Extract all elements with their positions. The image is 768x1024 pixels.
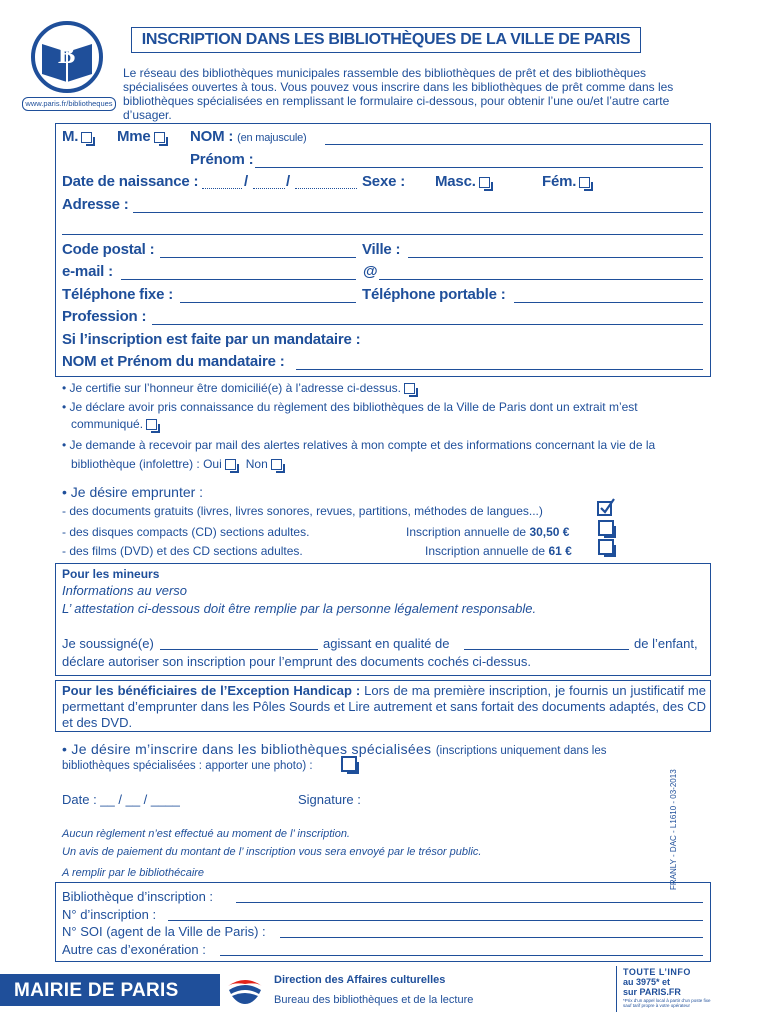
- declaration-infolettre: • Je demande à recevoir par mail des alertes relatives à mon compte et des informations concernant la vie de la: [62, 438, 656, 452]
- birth-year-field[interactable]: [295, 174, 357, 189]
- qualite-label: agissant en qualité de: [323, 636, 450, 651]
- fem-checkbox[interactable]: [579, 177, 590, 188]
- document-code: FRANLY - DAC - L1610 - 03-2013: [669, 769, 678, 890]
- minors-info: Informations au verso: [62, 583, 188, 598]
- tel-fixe-label: Téléphone fixe :: [62, 286, 173, 303]
- dvd-checkbox-box: [598, 539, 614, 555]
- date-sep-2: /: [286, 173, 290, 190]
- email-domain-field[interactable]: [379, 265, 703, 280]
- birthdate-label: Date de naissance :: [62, 173, 199, 190]
- nom-field[interactable]: [325, 130, 703, 145]
- prenom-field[interactable]: [255, 153, 703, 168]
- library-inscription-label: Bibliothèque d’inscription :: [62, 889, 214, 904]
- infolettre-oui-checkbox[interactable]: [225, 459, 236, 470]
- note-payment-notice: Un avis de paiement du montant de l’ inscription vous sera envoyé par le trésor public.: [62, 846, 482, 858]
- masc-label: Masc.: [435, 173, 476, 190]
- minors-title: Pour les mineurs: [62, 567, 160, 581]
- library-logo: [22, 20, 112, 100]
- email-user-field[interactable]: [121, 265, 356, 280]
- profession-field[interactable]: [152, 310, 703, 325]
- free-docs-checkbox[interactable]: [597, 498, 615, 516]
- mme-checkbox[interactable]: [154, 132, 165, 143]
- info-box[interactable]: [616, 966, 715, 1012]
- special-libraries-text: • Je désire m’inscrire dans les bibliothèques spécialisées: [62, 741, 432, 757]
- intro-text: Le réseau des bibliothèques municipales rassemble des bibliothèques de prêt et des bibliothèques spécialisées ouvertes à tous. Vous pouvez vous inscrire dans les bibliothèques de prêt comme dans les bibliothèques spécialisées en remplissant le formulaire ci-dessous, pour obtenir l’une ou/et l’autre carte d’usager.: [123, 66, 674, 122]
- tel-portable-field[interactable]: [514, 288, 703, 303]
- borrow-title: • Je désire emprunter :: [62, 484, 204, 500]
- infolettre-oui-label: bibliothèque (infolettre) : Oui: [71, 457, 222, 471]
- infolettre-non-checkbox[interactable]: [271, 459, 282, 470]
- logo-url[interactable]: www.paris.fr/bibliotheques: [22, 97, 116, 111]
- special-libraries-note: (inscriptions uniquement dans les: [435, 745, 607, 757]
- special-checkbox-box: [341, 756, 357, 772]
- borrow-cd: - des disques compacts (CD) sections adultes.: [62, 525, 310, 539]
- info-note: *Prix d’un appel local à partir d’un poste fixe sauf tarif propre à votre opérateur: [623, 998, 711, 1008]
- infolettre-non-label: Non: [245, 457, 268, 471]
- note-no-payment: Aucun règlement n’est effectué au moment de l’ inscription.: [62, 828, 350, 840]
- footer-brand: MAIRIE DE PARIS: [14, 980, 179, 1001]
- declaration-reglement-end: communiqué.: [71, 417, 144, 431]
- birth-month-field[interactable]: [253, 174, 285, 189]
- footer-dept-2: Bureau des bibliothèques et de la lecture: [274, 994, 474, 1006]
- nom-note: (en majuscule): [237, 132, 307, 144]
- page-title: INSCRIPTION DANS LES BIBLIOTHÈQUES DE LA VILLE DE PARIS: [131, 27, 641, 53]
- prenom-label: Prénom :: [190, 151, 254, 168]
- special-libraries-note-2: bibliothèques spécialisées : apporter une photo) :: [62, 760, 313, 772]
- handicap-body: Lors de ma première inscription, je fournis un justificatif me permettant d’emprunter dans les Pôles Sourds et Lire autrement et sans fortait des documents adaptés, des CD et des DVD.: [62, 683, 706, 730]
- title-m: M.: [62, 128, 79, 145]
- email-label: e-mail :: [62, 263, 113, 280]
- adresse-field-1[interactable]: [133, 198, 703, 213]
- signature-label: Signature :: [298, 792, 361, 807]
- exoneration-field[interactable]: [220, 941, 703, 956]
- date-sep-1: /: [244, 173, 248, 190]
- ville-field[interactable]: [408, 243, 703, 258]
- date-field[interactable]: Date : __ / __ / ____: [62, 792, 180, 807]
- info-line-2: au 3975* et: [623, 977, 671, 987]
- minors-attestation: L’ attestation ci-dessous doit être remplie par la personne légalement responsable.: [62, 601, 537, 616]
- exoneration-label: Autre cas d’exonération :: [62, 942, 206, 957]
- dvd-checkbox[interactable]: [598, 538, 614, 556]
- fee-cd-label: Inscription annuelle de: [406, 525, 527, 539]
- domicile-checkbox[interactable]: [404, 383, 415, 394]
- ville-label: Ville :: [362, 241, 401, 258]
- footer-dept-1: Direction des Affaires culturelles: [274, 974, 446, 986]
- tel-fixe-field[interactable]: [180, 288, 356, 303]
- soi-number-field[interactable]: [280, 923, 703, 938]
- fee-dvd-label: Inscription annuelle de: [425, 544, 546, 558]
- title-mme: Mme: [117, 128, 151, 145]
- declaration-domicile: • Je certifie sur l’honneur être domicilié(e) à l’adresse ci-dessus.: [62, 381, 402, 395]
- inscription-number-field[interactable]: [168, 906, 703, 921]
- fee-dvd-amount: 61 €: [548, 544, 572, 558]
- nom-mandataire-label: NOM et Prénom du mandataire :: [62, 353, 285, 370]
- paris-ship-icon: [226, 976, 264, 1006]
- masc-checkbox[interactable]: [479, 177, 490, 188]
- cd-checkbox-box: [598, 520, 614, 536]
- soi-number-label: N° SOI (agent de la Ville de Paris) :: [62, 924, 266, 939]
- nom-mandataire-field[interactable]: [296, 355, 703, 370]
- code-postal-label: Code postal :: [62, 241, 155, 258]
- qualite-field[interactable]: [464, 635, 629, 650]
- library-inscription-field[interactable]: [236, 888, 703, 903]
- info-line-1: TOUTE L’INFO: [623, 967, 691, 977]
- adresse-field-2[interactable]: [62, 220, 703, 235]
- cd-checkbox[interactable]: [598, 519, 614, 537]
- soussigne-field[interactable]: [160, 635, 318, 650]
- declaration-reglement: • Je déclare avoir pris connaissance du règlement des bibliothèques de la Ville de Paris dont un extrait m’est: [62, 400, 638, 414]
- note-librarian: A remplir par le bibliothécaire: [62, 867, 205, 879]
- logo-letter: B: [58, 40, 76, 69]
- code-postal-field[interactable]: [160, 243, 356, 258]
- m-checkbox[interactable]: [81, 132, 92, 143]
- email-at: @: [363, 263, 378, 280]
- special-checkbox[interactable]: [341, 755, 357, 773]
- borrow-dvd: - des films (DVD) et des CD sections adultes.: [62, 544, 303, 558]
- handicap-title: Pour les bénéficiaires de l’Exception Handicap :: [62, 683, 361, 698]
- soussigne-label: Je soussigné(e): [62, 636, 154, 651]
- nom-label: NOM :: [190, 128, 234, 145]
- reglement-checkbox[interactable]: [146, 419, 157, 430]
- fee-cd-amount: 30,50 €: [529, 525, 570, 539]
- handicap-text: [62, 683, 706, 731]
- borrow-free-docs: - des documents gratuits (livres, livres sonores, revues, partitions, méthodes de langues...): [62, 504, 543, 518]
- birth-day-field[interactable]: [202, 174, 242, 189]
- fem-label: Fém.: [542, 173, 577, 190]
- tel-portable-label: Téléphone portable :: [362, 286, 506, 303]
- info-line-3: sur PARIS.FR: [623, 987, 681, 997]
- enfant-label: de l’enfant,: [634, 636, 698, 651]
- sexe-label: Sexe :: [362, 173, 405, 190]
- checkmark-icon: [597, 498, 617, 518]
- profession-label: Profession :: [62, 308, 147, 325]
- mandataire-label: Si l’inscription est faite par un mandataire :: [62, 331, 361, 348]
- minors-declaration: déclare autoriser son inscription pour l’emprunt des documents cochés ci-dessus.: [62, 654, 531, 669]
- paris-emblem: [226, 976, 264, 1006]
- adresse-label: Adresse :: [62, 196, 129, 213]
- inscription-number-label: N° d’inscription :: [62, 907, 157, 922]
